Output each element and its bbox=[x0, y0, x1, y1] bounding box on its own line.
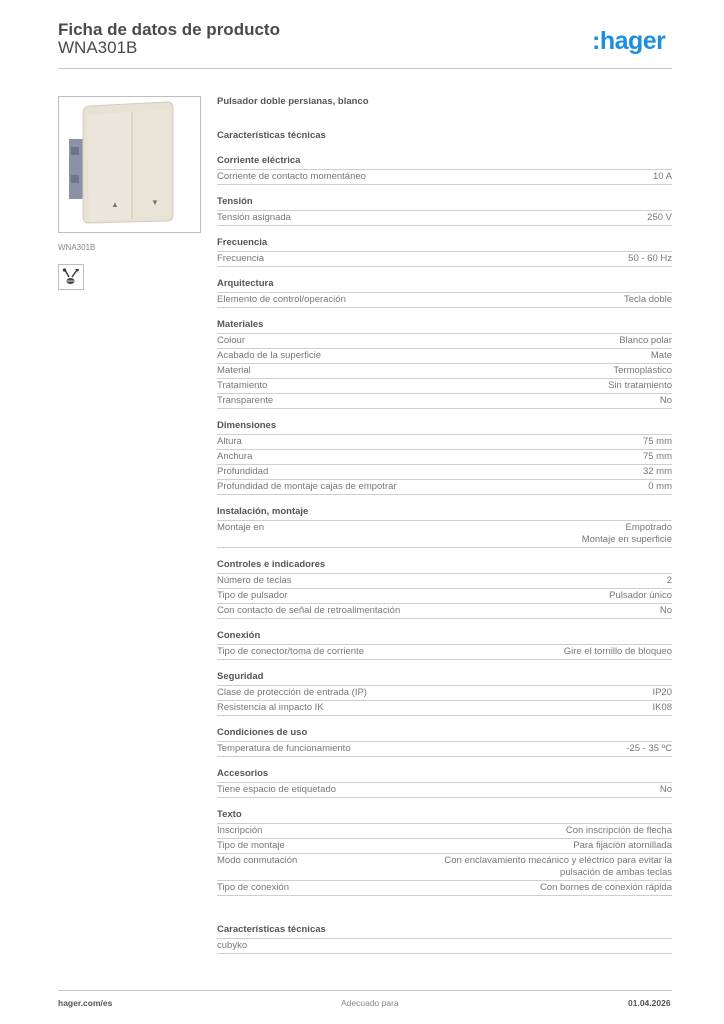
spec-row bbox=[217, 521, 672, 548]
spec-label: Modo conmutación bbox=[217, 855, 298, 866]
spec-label: Profundidad de montaje cajas de empotrar bbox=[217, 481, 397, 492]
spec-row bbox=[217, 480, 672, 495]
spec-label: Resistencia al impacto IK bbox=[217, 702, 324, 713]
spec-label: Con contacto de señal de retroalimentación bbox=[217, 605, 401, 616]
spec-value-line: IK08 bbox=[652, 702, 672, 713]
group-title: Condiciones de uso bbox=[217, 727, 672, 742]
spec-value bbox=[566, 825, 672, 837]
spec-row bbox=[217, 394, 672, 409]
spec-value bbox=[660, 784, 672, 796]
spec-label: Número de teclas bbox=[217, 575, 292, 586]
spec-row bbox=[217, 450, 672, 465]
spec-value bbox=[628, 253, 672, 265]
spec-value-line: 0 mm bbox=[648, 481, 672, 492]
spec-group bbox=[217, 559, 672, 619]
spec-row bbox=[217, 783, 672, 798]
spec-row bbox=[217, 435, 672, 450]
spec-value-line: Sin tratamiento bbox=[608, 380, 672, 391]
group-title: Características técnicas bbox=[217, 924, 672, 939]
product-reference: WNA301B bbox=[58, 38, 138, 57]
spec-value-line: 32 mm bbox=[642, 466, 672, 477]
group-title: Conexión bbox=[217, 630, 672, 645]
spec-row bbox=[217, 211, 672, 226]
spec-value bbox=[660, 605, 672, 617]
spec-groups bbox=[217, 155, 672, 896]
spec-group bbox=[217, 768, 672, 798]
spec-row bbox=[217, 604, 672, 619]
spec-label: Colour bbox=[217, 335, 245, 346]
spec-value-line: -25 - 35 ºC bbox=[626, 743, 672, 754]
spec-row bbox=[217, 293, 672, 308]
spec-value bbox=[643, 466, 672, 478]
spec-label: Tipo de conexión bbox=[217, 882, 290, 893]
spec-value bbox=[652, 702, 672, 714]
spec-value bbox=[444, 855, 672, 879]
spec-label: Profundidad bbox=[217, 466, 269, 477]
spec-value bbox=[573, 840, 672, 852]
spec-label: Tensión asignada bbox=[217, 212, 291, 223]
spec-value bbox=[626, 743, 672, 755]
group-title: Accesorios bbox=[217, 768, 672, 783]
spec-group bbox=[217, 671, 672, 716]
image-caption: WNA301B bbox=[58, 243, 96, 252]
spec-row bbox=[217, 170, 672, 185]
spec-value-line: No bbox=[659, 784, 672, 795]
svg-text:▼: ▼ bbox=[151, 198, 159, 207]
spec-value-line: Mate bbox=[650, 350, 672, 361]
spec-group bbox=[217, 727, 672, 757]
spec-row bbox=[217, 839, 672, 854]
spec-value-line: 75 mm bbox=[642, 451, 672, 462]
spec-label: Inscripción bbox=[217, 825, 263, 836]
spec-row bbox=[217, 854, 672, 881]
footer-website[interactable]: hager.com/es bbox=[58, 998, 113, 1008]
spec-value-line: Montaje en superficie bbox=[581, 534, 672, 545]
spec-row bbox=[217, 334, 672, 349]
spec-row bbox=[217, 589, 672, 604]
spec-value-line: Empotrado bbox=[625, 522, 672, 533]
group-title: Texto bbox=[217, 809, 672, 824]
spec-value bbox=[653, 171, 672, 183]
spec-row bbox=[217, 686, 672, 701]
hager-logo: :hager bbox=[592, 27, 666, 55]
spec-row bbox=[217, 939, 672, 954]
spec-value-line: 50 - 60 Hz bbox=[628, 253, 672, 264]
spec-value-line: Blanco polar bbox=[619, 335, 672, 346]
svg-text:▲: ▲ bbox=[111, 200, 119, 209]
spec-value-line: Para fijación atornillada bbox=[573, 840, 672, 851]
group-title: Materiales bbox=[217, 319, 672, 334]
spec-value-line: 75 mm bbox=[642, 436, 672, 447]
spec-row bbox=[217, 252, 672, 267]
spec-value bbox=[667, 575, 672, 587]
spec-value bbox=[652, 687, 672, 699]
spec-value bbox=[624, 294, 672, 306]
spec-group bbox=[217, 237, 672, 267]
spec-value-line: pulsación de ambas teclas bbox=[560, 867, 672, 878]
group-title: Instalación, montaje bbox=[217, 506, 672, 521]
spec-value-line: 2 bbox=[666, 575, 672, 586]
spec-row bbox=[217, 742, 672, 757]
spec-label: Clase de protección de entrada (IP) bbox=[217, 687, 367, 698]
spec-row bbox=[217, 645, 672, 660]
spec-value bbox=[609, 590, 672, 602]
spec-group bbox=[217, 630, 672, 660]
spec-value bbox=[582, 522, 672, 546]
spec-value-line: No bbox=[659, 395, 672, 406]
spec-value bbox=[613, 365, 672, 377]
footer-date: 01.04.2026 bbox=[628, 998, 671, 1008]
spec-group bbox=[217, 196, 672, 226]
spec-label: Elemento de control/operación bbox=[217, 294, 346, 305]
spec-value bbox=[619, 335, 672, 347]
spec-group bbox=[217, 155, 672, 185]
spec-value bbox=[643, 436, 672, 448]
spec-label: Acabado de la superficie bbox=[217, 350, 322, 361]
spec-value bbox=[643, 451, 672, 463]
spec-value-line: Pulsador único bbox=[609, 590, 672, 601]
spec-group bbox=[217, 420, 672, 495]
spec-value bbox=[651, 350, 672, 362]
spec-value-line: No bbox=[659, 605, 672, 616]
spec-value bbox=[648, 481, 672, 493]
spec-row bbox=[217, 465, 672, 480]
spec-row bbox=[217, 701, 672, 716]
spec-label: Montaje en bbox=[217, 522, 265, 533]
section-title: Características técnicas bbox=[217, 130, 326, 141]
spec-value bbox=[608, 380, 672, 392]
spec-group bbox=[217, 809, 672, 896]
product-name: Pulsador doble persianas, blanco bbox=[217, 96, 369, 107]
product-image bbox=[58, 96, 201, 233]
spec-value bbox=[540, 882, 672, 894]
spec-label: Tipo de pulsador bbox=[217, 590, 288, 601]
spec-group bbox=[217, 278, 672, 308]
footer-suitable-for: Adecuado para bbox=[341, 998, 399, 1008]
spec-value-line: Tecla doble bbox=[623, 294, 672, 305]
footer-divider bbox=[58, 990, 672, 991]
spec-value-line: IP20 bbox=[652, 687, 672, 698]
group-title: Dimensiones bbox=[217, 420, 672, 435]
spec-value-line: Gire el tornillo de bloqueo bbox=[563, 646, 672, 657]
group-title: Tensión bbox=[217, 196, 672, 211]
spec-value-line: 250 V bbox=[647, 212, 672, 223]
spec-group bbox=[217, 506, 672, 548]
extra-group bbox=[217, 924, 672, 954]
spec-label: Transparente bbox=[217, 395, 274, 406]
spec-label: Frecuencia bbox=[217, 253, 264, 264]
spec-label: Tipo de conector/toma de corriente bbox=[217, 646, 364, 657]
spec-label: Corriente de contacto momentáneo bbox=[217, 171, 366, 182]
spec-row bbox=[217, 379, 672, 394]
header-divider bbox=[58, 68, 672, 69]
spec-value-line: 10 A bbox=[652, 171, 672, 182]
spec-row bbox=[217, 364, 672, 379]
group-title: Frecuencia bbox=[217, 237, 672, 252]
spec-label: Material bbox=[217, 365, 251, 376]
spec-value bbox=[647, 212, 672, 224]
group-title: Controles e indicadores bbox=[217, 559, 672, 574]
specifications bbox=[217, 96, 672, 954]
spec-label: Altura bbox=[217, 436, 242, 447]
spec-value bbox=[660, 395, 672, 407]
spec-row bbox=[217, 574, 672, 589]
spec-row bbox=[217, 349, 672, 364]
group-title: Seguridad bbox=[217, 671, 672, 686]
spec-label: Tipo de montaje bbox=[217, 840, 285, 851]
spec-label: Tratamiento bbox=[217, 380, 268, 391]
spec-value-line: Con bornes de conexión rápida bbox=[539, 882, 672, 893]
spec-value-line: Con enclavamiento mecánico y eléctrico para evitar la bbox=[444, 855, 672, 866]
spec-label: Anchura bbox=[217, 451, 253, 462]
spec-label: Temperatura de funcionamiento bbox=[217, 743, 351, 754]
group-title: Corriente eléctrica bbox=[217, 155, 672, 170]
spec-value bbox=[564, 646, 672, 658]
group-title: Arquitectura bbox=[217, 278, 672, 293]
spec-row bbox=[217, 824, 672, 839]
spec-value-line: Con inscripción de flecha bbox=[565, 825, 672, 836]
spec-group bbox=[217, 319, 672, 409]
spec-row bbox=[217, 881, 672, 896]
spec-label: Tiene espacio de etiquetado bbox=[217, 784, 337, 795]
spec-value-line: Termoplástico bbox=[613, 365, 672, 376]
pushbutton-symbol-icon bbox=[58, 264, 84, 290]
document-title: Ficha de datos de producto bbox=[58, 20, 280, 39]
spec-label: cubyko bbox=[217, 940, 248, 951]
double-pushbutton-image bbox=[59, 97, 200, 232]
